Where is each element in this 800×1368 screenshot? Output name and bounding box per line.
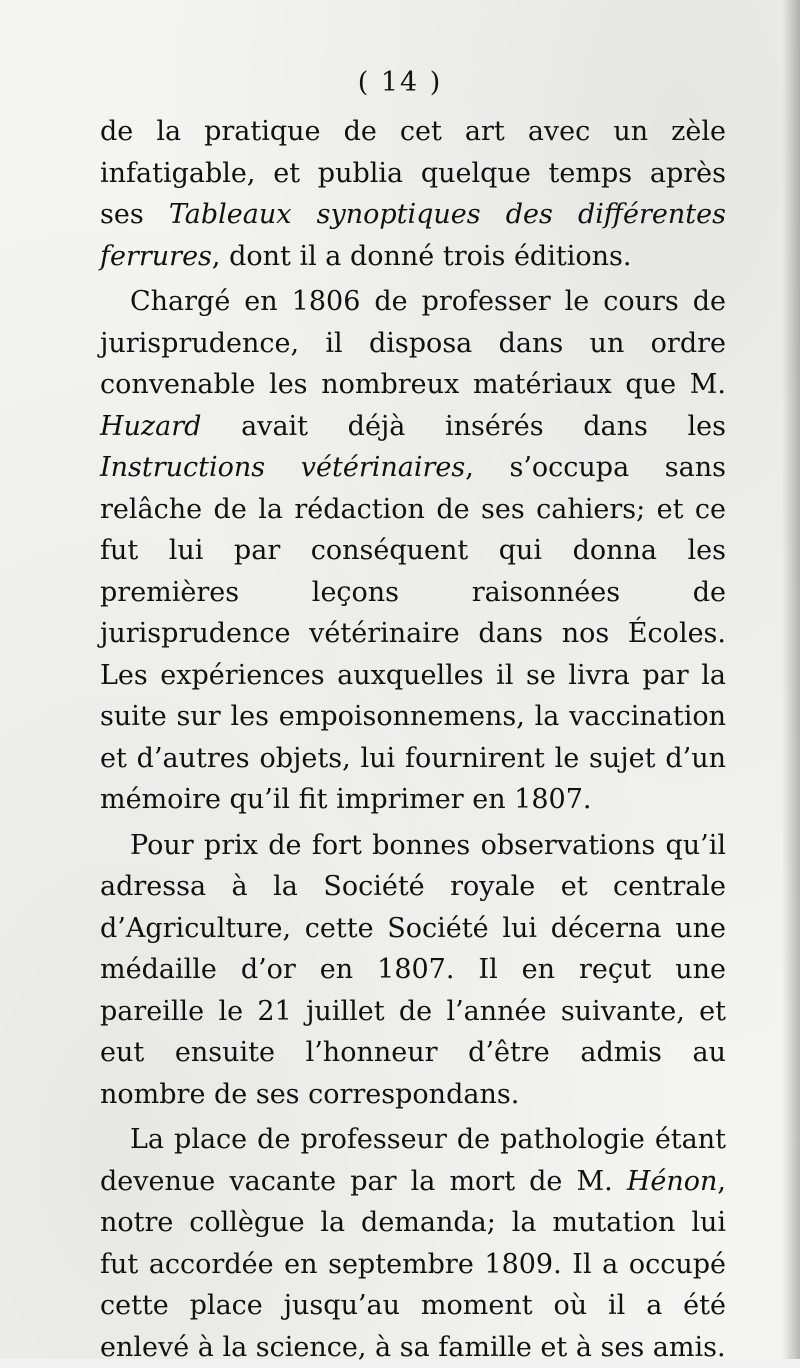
paragraph-2-text-c: , s’occupa sans relâche de la rédaction de ses cahiers; et ce fut lui par conséquent qui donna les premières leçons raisonnées de jurisprudence vétérinaire dans nos Écoles. Les expériences auxquelles il se livra par la suite sur les empoisonnemens, la vaccination et d’autres objets, lui fournirent le sujet d’un mémoire qu’il fit imprimer en 1807.	[100, 452, 727, 815]
name-huzard: Huzard	[100, 410, 202, 442]
paragraph-1-text-a: de la pratique de cet art avec un zèle infatigable, et publia quelque temps après ses	[100, 116, 726, 230]
paragraph-4-text-a: La place de professeur de pathologie étant devenue vacante par la mort de M.	[100, 1124, 726, 1197]
paragraph-1-text-b: , dont il a donné trois éditions.	[211, 240, 632, 272]
page-edge-shadow	[782, 0, 800, 1359]
work-title-tableaux: Tableaux synoptiques des différentes ferrures	[100, 199, 726, 272]
paragraph-4	[100, 1119, 726, 1368]
paragraph-3-text: Pour prix de fort bonnes observations qu’il adressa à la Société royale et centrale d’Agriculture, cette Société lui décerna une médaille d’or en 1807. Il en reçut une pareille le 21 juillet de l’année suivante, et eut ensuite l’honneur d’être admis au nombre de ses correspondans.	[100, 829, 726, 1110]
paragraph-2-text-b: avait déjà insérés dans les	[201, 410, 726, 442]
paragraph-4-text-b: , notre collègue la demanda; la mutation lui fut accordée en septembre 1809. Il a occupé cette place jusqu’au moment où il a été enlevé à la science, à sa famille et à ses amis.	[100, 1165, 726, 1363]
paragraph-2-text-a: Chargé en 1806 de professer le cours de jurisprudence, il disposa dans un ordre convenable les nombreux matériaux que M.	[100, 286, 726, 400]
work-title-instructions: Instructions vétérinaires	[100, 452, 466, 483]
paragraph-2	[100, 281, 726, 821]
name-henon: Hénon	[626, 1165, 718, 1197]
body-text	[100, 111, 726, 1368]
paragraph-3	[100, 825, 726, 1116]
paragraph-1	[100, 111, 726, 277]
page-number: ( 14 )	[357, 67, 443, 98]
